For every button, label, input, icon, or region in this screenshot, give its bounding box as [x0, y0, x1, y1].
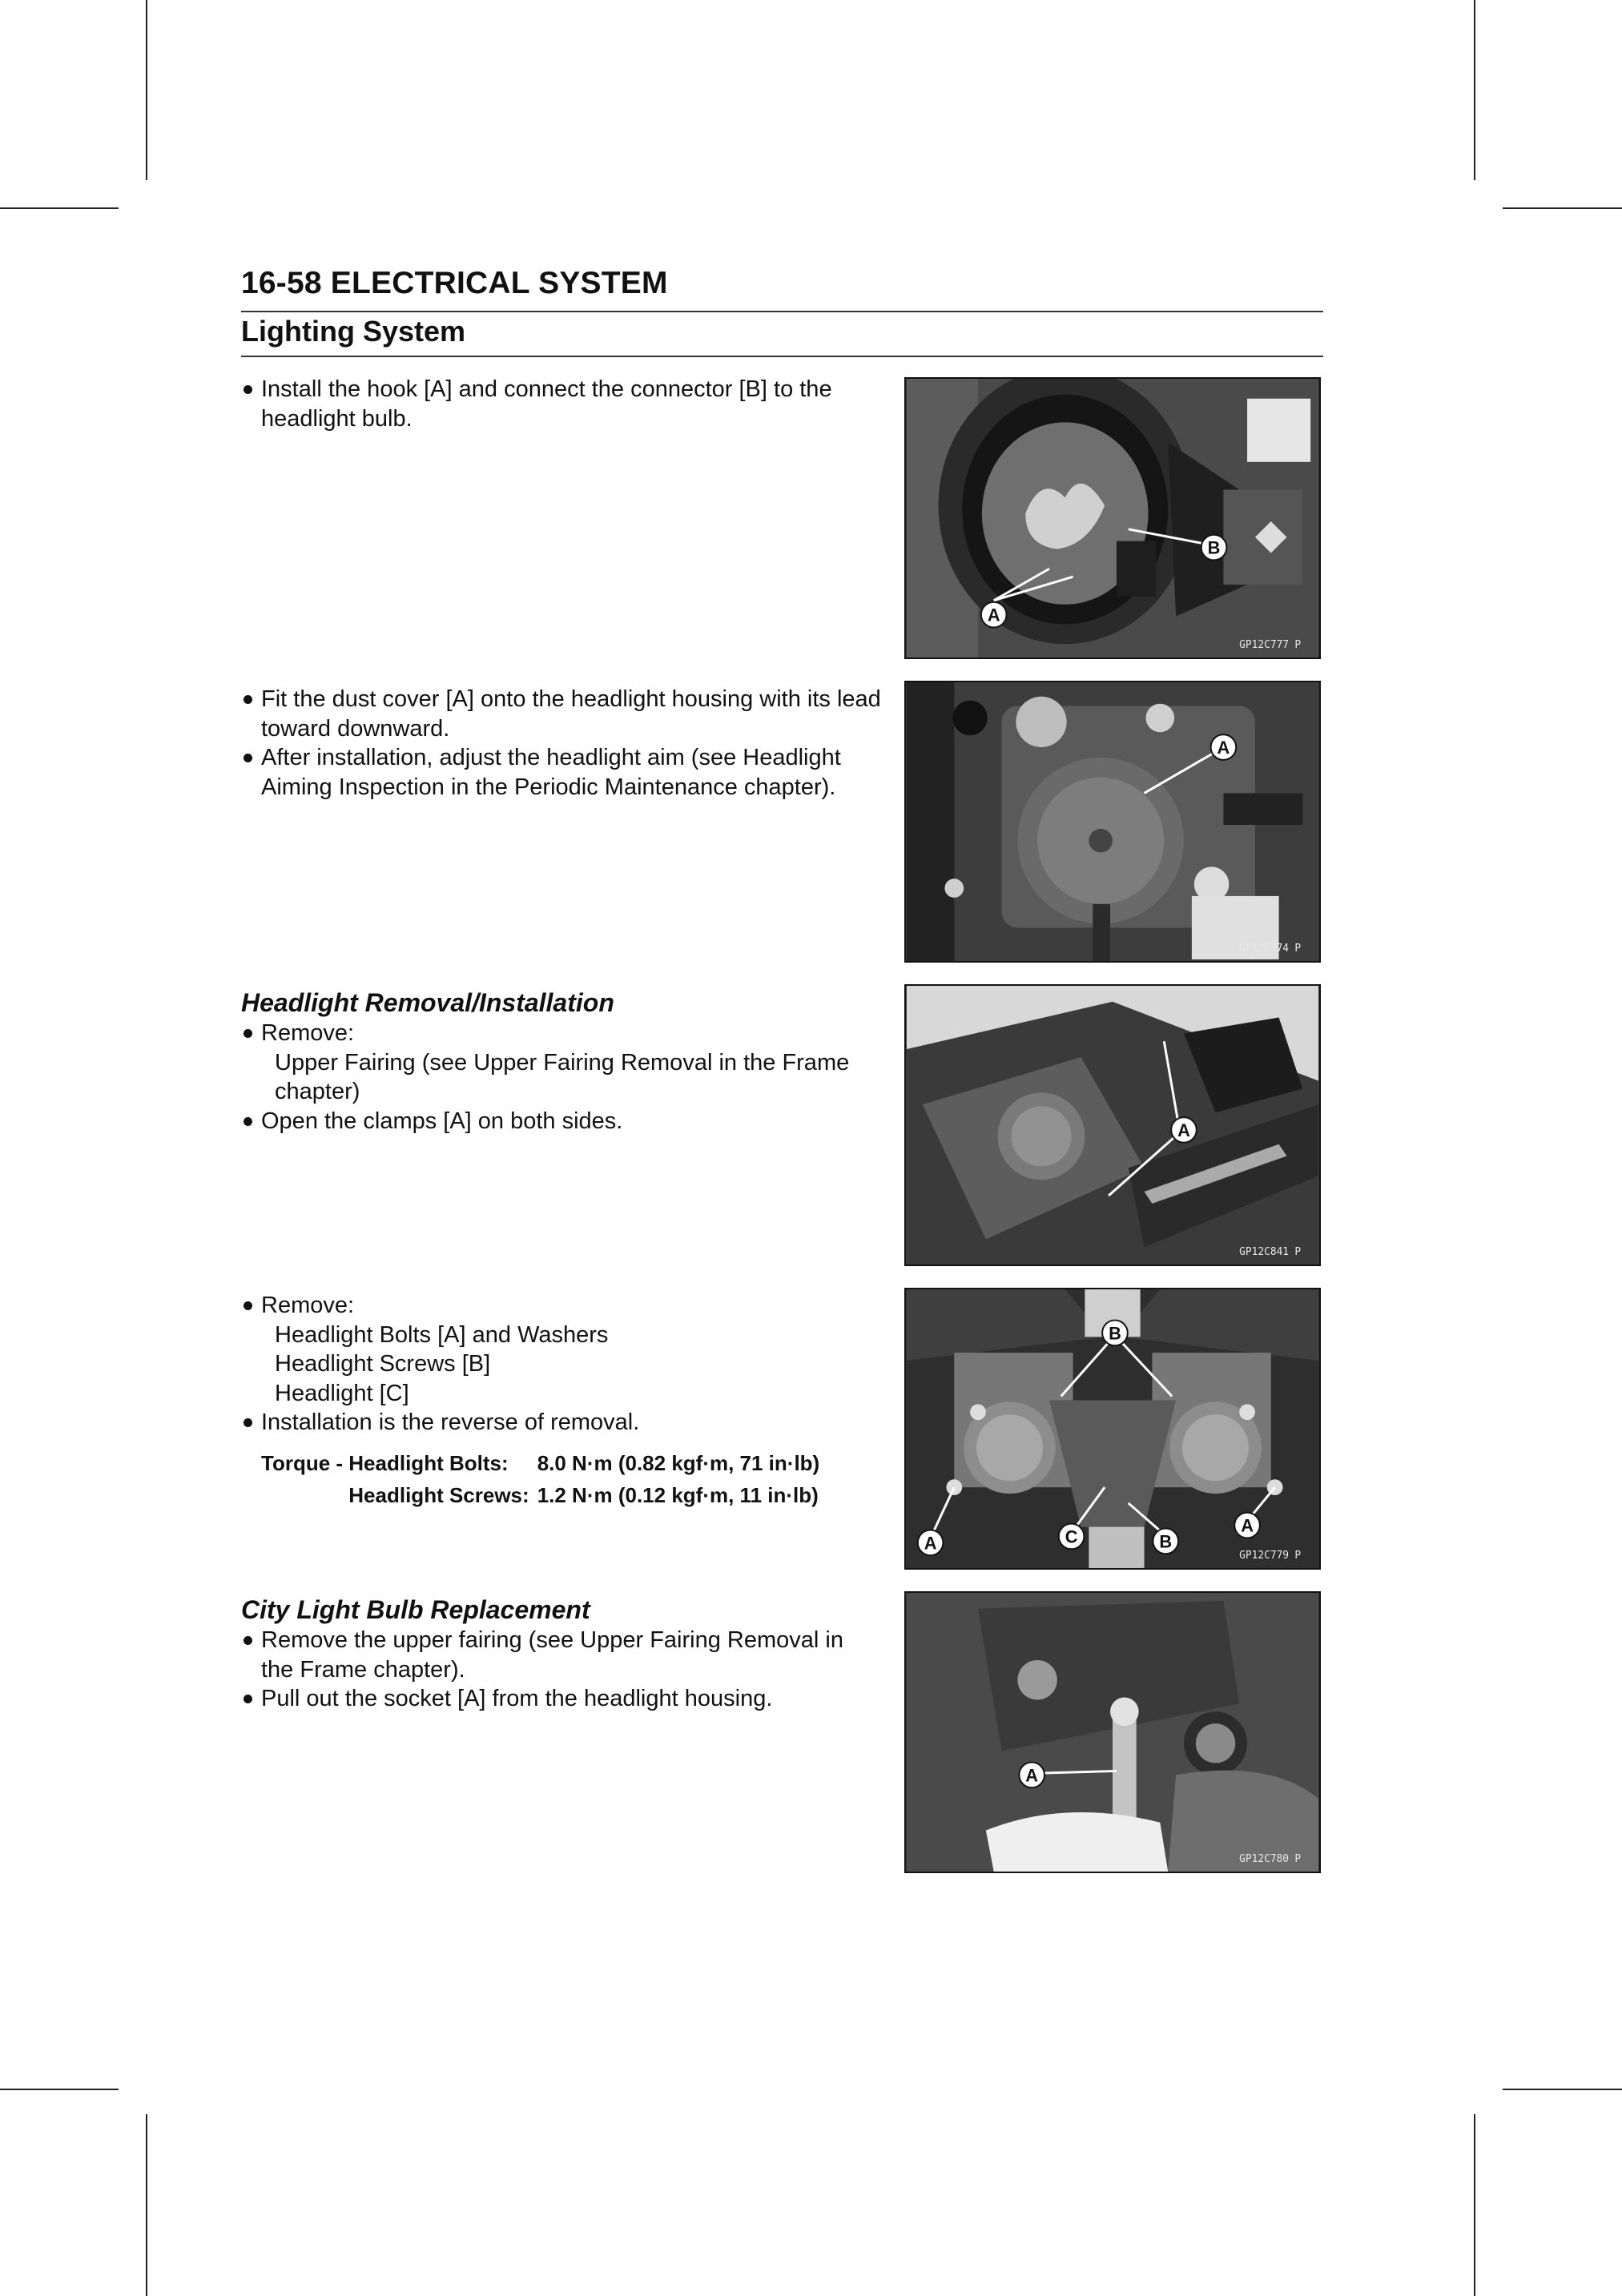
crop-mark — [0, 207, 119, 209]
callout-b: B — [1159, 1531, 1173, 1552]
subsection-heading: City Light Bulb Replacement — [241, 1595, 590, 1624]
callout-b: B — [1109, 1323, 1121, 1344]
crop-mark — [146, 2114, 147, 2296]
bullet-item: Install the hook [A] and connect the connector [B] to the headlight bulb. — [241, 375, 882, 433]
callout-a: A — [987, 605, 1000, 625]
sub-item: Headlight [C] — [275, 1380, 409, 1406]
sub-item: Headlight Bolts [A] and Washers — [275, 1321, 609, 1348]
dust-cover-photo — [906, 682, 1319, 961]
callout-a: A — [924, 1533, 937, 1554]
torque-value: 1.2 N·m (0.12 kgf·m, 11 in·lb) — [537, 1482, 819, 1507]
step-text — [241, 1594, 882, 1714]
figure-id: GP12C780 — [1239, 1853, 1290, 1866]
torque-item: Headlight Screws: — [348, 1482, 529, 1507]
figure-mark: P — [1294, 943, 1302, 955]
section-title: Lighting System — [241, 315, 466, 348]
callout-a: A — [1025, 1765, 1039, 1786]
callout-c: C — [1065, 1526, 1078, 1547]
torque-item: Headlight Bolts: — [348, 1450, 509, 1475]
sub-item: Upper Fairing (see Upper Fairing Removal in the Frame chapter) — [275, 1049, 850, 1104]
bullet-item: Remove: — [241, 1291, 882, 1321]
figure-photo — [904, 681, 1321, 963]
figure-id: GP12C841 — [1239, 1246, 1290, 1259]
title-rule — [241, 311, 1323, 312]
figure-photo — [904, 1288, 1321, 1570]
bullet-item: Pull out the socket [A] from the headlight housing. — [241, 1684, 882, 1714]
callout-a: A — [1241, 1515, 1254, 1536]
torque-spec — [261, 1447, 882, 1511]
torque-label: Torque - — [261, 1450, 349, 1475]
crop-mark — [146, 0, 147, 180]
step-text — [241, 1291, 882, 1511]
figure-mark: P — [1294, 639, 1302, 652]
callout-b: B — [1207, 537, 1221, 558]
figure-photo — [904, 1591, 1321, 1873]
headlight-bolts-screws-photo — [906, 1289, 1319, 1568]
step-text — [241, 987, 882, 1136]
crop-mark — [1503, 2089, 1622, 2090]
bullet-item: Remove: — [241, 1019, 882, 1048]
crop-mark — [1474, 0, 1475, 180]
callout-a: A — [1217, 737, 1230, 758]
figure-mark: P — [1294, 1550, 1302, 1562]
step-text — [241, 375, 882, 433]
bullet-item: Fit the dust cover [A] onto the headlight housing with its lead toward downward. — [241, 685, 882, 743]
section-rule — [241, 356, 1323, 357]
headlight-clamps-photo — [906, 986, 1319, 1265]
bullet-item: Installation is the reverse of removal. — [241, 1408, 882, 1438]
bullet-item: Remove the upper fairing (see Upper Fairing Removal in the Frame chapter). — [241, 1626, 882, 1684]
figure-photo — [904, 377, 1321, 659]
city-light-socket-photo — [906, 1593, 1319, 1872]
subsection-heading: Headlight Removal/Installation — [241, 988, 614, 1017]
bullet-item: After installation, adjust the headlight aim (see Headlight Aiming Inspection in the Periodic Maintenance chapter). — [241, 743, 882, 802]
headlight-bulb-connector-photo — [906, 379, 1319, 657]
figure-photo — [904, 984, 1321, 1266]
crop-mark — [1474, 2114, 1475, 2296]
figure-id: GP12C774 — [1239, 943, 1290, 955]
sub-item: Headlight Screws [B] — [275, 1351, 491, 1377]
figure-id: GP12C779 — [1239, 1550, 1290, 1562]
figure-mark: P — [1294, 1853, 1302, 1866]
figure-mark: P — [1294, 1246, 1302, 1259]
bullet-item: Open the clamps [A] on both sides. — [241, 1107, 882, 1136]
torque-value: 8.0 N·m (0.82 kgf·m, 71 in·lb) — [537, 1450, 820, 1475]
step-text — [241, 685, 882, 802]
figure-id: GP12C777 — [1239, 639, 1290, 652]
crop-mark — [0, 2089, 119, 2090]
crop-mark — [1503, 207, 1622, 209]
page-title: 16-58 ELECTRICAL SYSTEM — [241, 266, 668, 300]
callout-a: A — [1177, 1120, 1190, 1140]
